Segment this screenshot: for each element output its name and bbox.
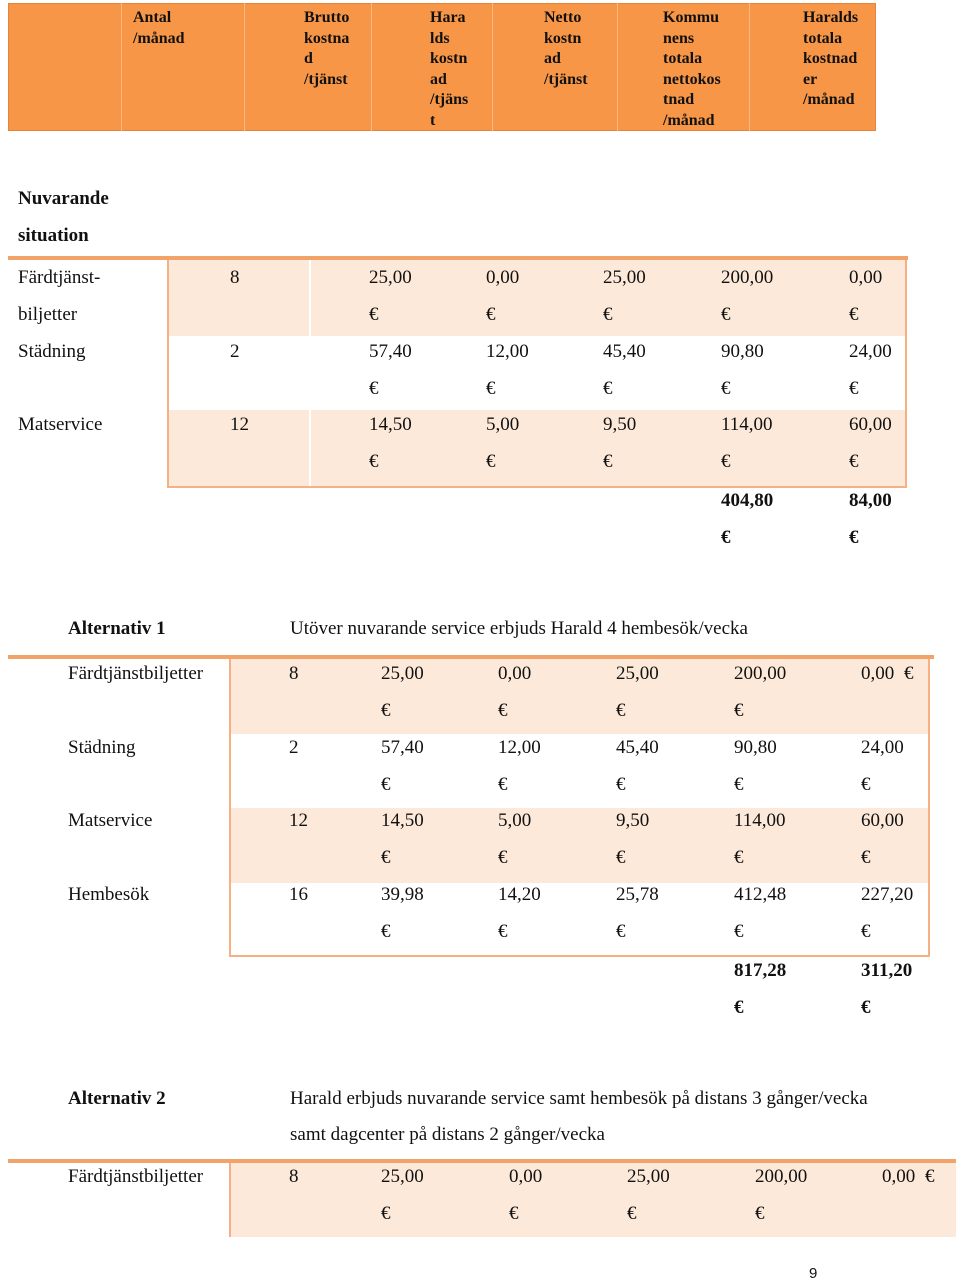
euro-sign: € [381,774,391,795]
euro-sign: € [603,304,613,325]
cell-antal: 12 [230,414,249,435]
euro-sign: € [498,921,508,942]
cell-harald-total: 60,00 [861,810,904,831]
euro-sign: € [861,847,871,868]
euro-sign: € [734,997,744,1018]
cell-kommun: 200,00 [755,1166,808,1187]
euro-sign: € [734,774,744,795]
euro-sign: € [734,700,744,721]
cell-harald-total: 0,00 [849,267,883,288]
euro-sign: € [498,700,508,721]
euro-sign: € [498,847,508,868]
cell-brutto: 14,50 [369,414,412,435]
cell-harald-total: 60,00 [849,414,892,435]
cell-harald: 14,20 [498,884,541,905]
cell-harald-total: 24,00 [849,341,892,362]
euro-sign: € [369,451,379,472]
cell-kommun: 114,00 [734,810,786,831]
row-label: Städning [18,341,86,362]
euro-sign: € [369,378,379,399]
euro-sign: € [734,847,744,868]
cell-kommun: 200,00 [734,663,787,684]
cell-antal: 2 [289,737,299,758]
cell-brutto: 25,00 [381,663,424,684]
header-brutto: Brutto kostna d /tjänst [304,9,350,88]
cell-harald: 0,00 [498,663,532,684]
cell-antal: 8 [230,267,240,288]
euro-sign: € [486,451,496,472]
alt2-description: Harald erbjuds nuvarande service samt hembesök på distans 3 gånger/vecka [290,1088,868,1109]
total-harald: 311,20 [861,960,913,981]
section-title-current: Nuvarande [18,188,109,209]
cell-netto: 25,00 [603,267,646,288]
euro-sign: € [627,1203,637,1224]
cell-brutto: 57,40 [369,341,412,362]
cell-brutto: 14,50 [381,810,424,831]
cell-netto: 25,00 [627,1166,670,1187]
cell-harald: 5,00 [498,810,532,831]
section-title-alt2: Alternativ 2 [68,1088,166,1109]
euro-sign: € [369,304,379,325]
euro-sign: € [849,527,859,548]
euro-sign: € [734,921,744,942]
cell-netto: 45,40 [616,737,659,758]
cell-kommun: 114,00 [721,414,773,435]
total-harald: 84,00 [849,490,892,511]
euro-sign: € [603,378,613,399]
row-label: Hembesök [68,884,150,905]
euro-sign: € [861,997,871,1018]
cell-antal: 8 [289,1166,299,1187]
cell-brutto: 39,98 [381,884,424,905]
section-title-current-2: situation [18,225,89,246]
cell-antal: 16 [289,884,308,905]
row-label: Städning [68,737,136,758]
row-label: Färdtjänstbiljetter [68,663,204,684]
cell-brutto: 25,00 [369,267,412,288]
euro-sign: € [381,700,391,721]
cell-harald-total: 227,20 [861,884,914,905]
euro-sign: € [849,451,859,472]
euro-sign: € [616,921,626,942]
cell-harald-total: 0,00 [882,1166,916,1187]
euro-sign: € [603,451,613,472]
cell-antal: 12 [289,810,308,831]
euro-sign: € [861,774,871,795]
euro-sign: € [509,1203,519,1224]
euro-sign: € [381,1203,391,1224]
euro-sign: € [861,921,871,942]
cell-harald: 12,00 [498,737,541,758]
euro-sign: € [904,663,914,684]
cell-kommun: 90,80 [721,341,764,362]
cell-antal: 2 [230,341,240,362]
euro-sign: € [498,774,508,795]
euro-sign: € [755,1203,765,1224]
alt1-description: Utöver nuvarande service erbjuds Harald 4 hembesök/vecka [290,618,748,639]
header-antal: Antal /månad [133,9,185,47]
euro-sign: € [721,378,731,399]
header-harald-kostnad: Hara lds kostn ad /tjäns t [430,9,469,129]
cell-netto: 25,00 [616,663,659,684]
header-netto: Netto kostn ad /tjänst [544,9,588,88]
cell-harald: 5,00 [486,414,520,435]
alt2-description-2: samt dagcenter på distans 2 gånger/vecka [290,1124,605,1145]
cell-netto: 25,78 [616,884,659,905]
row-label: Färdtjänstbiljetter [68,1166,204,1187]
section-title-alt1: Alternativ 1 [68,618,166,639]
euro-sign: € [721,304,731,325]
row-label-2: biljetter [18,304,78,325]
euro-sign: € [486,378,496,399]
cell-harald-total: 0,00 [861,663,895,684]
page-number: 9 [809,1265,818,1282]
euro-sign: € [381,847,391,868]
cell-netto: 9,50 [603,414,637,435]
cell-antal: 8 [289,663,299,684]
cell-kommun: 200,00 [721,267,774,288]
cell-harald-total: 24,00 [861,737,904,758]
euro-sign: € [721,451,731,472]
cell-kommun: 90,80 [734,737,777,758]
euro-sign: € [849,304,859,325]
header-kommun-total: Kommu nens totala nettokos tnad /månad [663,9,721,129]
euro-sign: € [849,378,859,399]
cell-netto: 9,50 [616,810,650,831]
euro-sign: € [616,847,626,868]
cell-brutto: 57,40 [381,737,424,758]
total-kommun: 817,28 [734,960,787,981]
total-kommun: 404,80 [721,490,774,511]
cell-kommun: 412,48 [734,884,787,905]
euro-sign: € [616,700,626,721]
cell-harald: 0,00 [486,267,520,288]
euro-sign: € [721,527,731,548]
header-harald-total: Haralds totala kostnad er /månad [803,9,859,108]
row-label: Matservice [68,810,153,831]
row-label: Matservice [18,414,103,435]
cell-harald: 0,00 [509,1166,543,1187]
euro-sign: € [381,921,391,942]
cell-brutto: 25,00 [381,1166,424,1187]
row-label: Färdtjänst- [18,267,101,288]
euro-sign: € [486,304,496,325]
cell-netto: 45,40 [603,341,646,362]
euro-sign: € [616,774,626,795]
cell-harald: 12,00 [486,341,529,362]
euro-sign: € [925,1166,935,1187]
